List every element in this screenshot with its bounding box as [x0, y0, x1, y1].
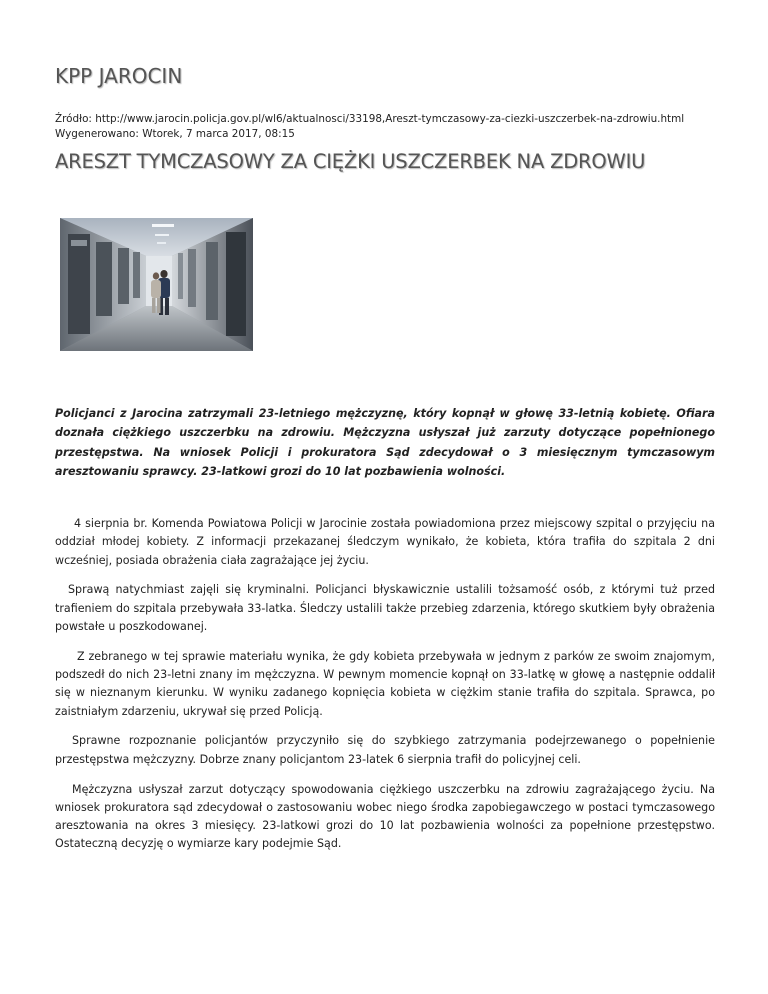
article-paragraph: Sprawne rozpoznanie policjantów przyczyniło się do szybkiego zatrzymania podejrzewanego o popełnienie przestępstwa mężczyzny. Dobrze znany policjantom 23-latek 6 sierpnia trafił do policyjnej celi.	[55, 734, 715, 766]
article-paragraph: Z zebranego w tej sprawie materiału wynika, że gdy kobieta przebywała w jednym z parków ze swoim znajomym, podszedł do nich 23-letni znany im mężczyzna. W pewnym momencie kopnął on 33-latkę w głowę a następnie oddalił się w nieznanym kierunku. W wyniku zadanego kopnięcia kobieta w ciężkim stanie trafiła do szpitala. Sprawca, po zaistniałym zdarzeniu, ukrywał się przed Policją.	[55, 649, 715, 718]
article-paragraph: 4 sierpnia br. Komenda Powiatowa Policji w Jarocinie została powiadomiona przez miejscowy szpital o przyjęciu na oddział młodej kobiety. Z informacji przekazanej śledczym wynikało, że kobieta, która trafiła do szpitala 2 dni wcześniej, posiada obrażenia ciała zagrażające jej życiu.	[55, 517, 715, 567]
document-meta	[55, 112, 684, 142]
article-body	[55, 515, 715, 865]
source-line: Źródło: http://www.jarocin.policja.gov.pl/wl6/aktualnosci/33198,Areszt-tymczasowy-za-ciezki-uszczerbek-na-zdrowiu.html	[55, 113, 685, 125]
article-photo	[60, 218, 253, 351]
corridor-photo-image	[60, 218, 253, 351]
article-paragraph: Mężczyzna usłyszał zarzut dotyczący spowodowania ciężkiego uszczerbku na zdrowiu zagrażającego życiu. Na wniosek prokuratora sąd zdecydował o zastosowaniu wobec niego środka zapobiegawczego w postaci tymczasowego aresztowania na okres 3 miesięcy. 23-latkowi grozi do 10 lat pozbawienia wolności za popełnione przestępstwo. Ostateczną decyzję o wymiarze kary podejmie Sąd.	[55, 782, 715, 851]
generated-line: Wygenerowano: Wtorek, 7 marca 2017, 08:15	[55, 128, 295, 140]
article-paragraph: Sprawą natychmiast zajęli się kryminalni. Policjanci błyskawicznie ustalili tożsamość osób, z którymi tuż przed trafieniem do szpitala przebywała 33-latka. Śledczy ustalili także przebieg zdarzenia, którego skutkiem były obrażenia powstałe u poszkodowanej.	[55, 583, 715, 633]
article-lead: Policjanci z Jarocina zatrzymali 23-letniego mężczyznę, który kopnął w głowę 33-letnią kobietę. Ofiara doznała ciężkiego uszczerbku na zdrowiu. Mężczyzna usłyszał już zarzuty dotyczące popełnionego przestępstwa. Na wniosek Policji i prokuratora Sąd zdecydował o 3 miesięcznym tymczasowym aresztowaniu sprawcy. 23-latkowi grozi do 10 lat pozbawienia wolności.	[55, 407, 715, 478]
site-title: KPP JAROCIN	[55, 64, 183, 88]
article-title: ARESZT TYMCZASOWY ZA CIĘŻKI USZCZERBEK NA ZDROWIU	[55, 150, 646, 173]
